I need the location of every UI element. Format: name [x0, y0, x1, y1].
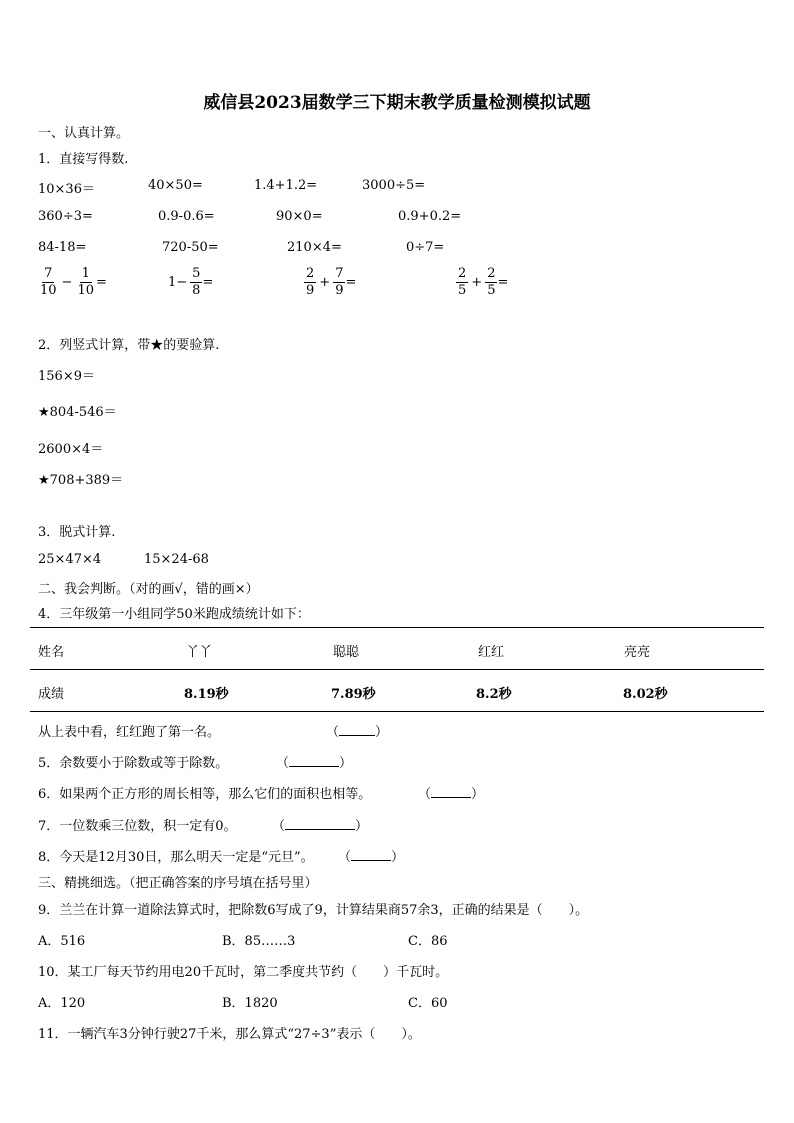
option-b[interactable]: B．1820 [222, 996, 278, 1011]
answer-blank[interactable]: （ ） [326, 725, 389, 740]
table-header-cell: 聪聪 [333, 645, 360, 660]
question-4-statement [38, 721, 220, 740]
vertical-calc-item: 2600×4＝ [38, 442, 104, 457]
numerator: 2 [458, 266, 467, 281]
question-2: 2．列竖式计算，带★的要验算. [38, 338, 220, 353]
equals: = [202, 275, 214, 290]
calc-item: 0÷7= [406, 240, 445, 255]
table-row-label: 成绩 [38, 687, 65, 702]
answer-blank[interactable]: （ ） [338, 850, 405, 865]
step-calc-item: 15×24-68 [144, 552, 209, 567]
numerator: 7 [335, 266, 344, 281]
answer-blank[interactable]: （ ） [276, 756, 353, 771]
denominator: 9 [306, 283, 315, 298]
calc-item: 0.9-0.6= [158, 209, 215, 224]
denominator: 10 [77, 283, 94, 298]
calc-item: 40×50= [148, 178, 203, 193]
equals: = [96, 275, 107, 290]
numerator: 7 [44, 266, 53, 281]
calc-item: 360÷3= [38, 209, 93, 224]
question-1: 1．直接写得数. [38, 152, 129, 167]
table-header-cell: 红红 [478, 645, 505, 660]
calc-item: 84-18= [38, 240, 87, 255]
vertical-calc-item: ★708+389＝ [38, 473, 124, 488]
vertical-calc-item: 156×9＝ [38, 369, 95, 384]
prefix: 1− [168, 275, 188, 290]
numerator: 1 [81, 266, 90, 281]
denominator: 5 [458, 283, 467, 298]
fraction-item [456, 266, 508, 299]
section-3-heading: 三、精挑细选。（把正确答案的序号填在括号里） [38, 876, 318, 891]
option-c[interactable]: C．60 [408, 996, 448, 1011]
question-6: 6．如果两个正方形的周长相等，那么它们的面积也相等。 [38, 787, 372, 802]
calc-item: 3000÷5= [362, 178, 426, 193]
question-3: 3．脱式计算. [38, 525, 116, 540]
table-cell: 8.2秒 [476, 687, 512, 702]
calc-item: 210×4= [287, 240, 342, 255]
table-bottom-rule [30, 711, 764, 712]
operator: + [319, 275, 331, 290]
question-7: 7．一位数乘三位数，积一定有0。 [38, 819, 237, 834]
numerator: 2 [487, 266, 496, 281]
table-top-rule [30, 627, 764, 628]
table-header-cell: 亮亮 [624, 645, 651, 660]
table-header-name: 姓名 [38, 645, 65, 660]
question-4: 4．三年级第一小组同学50米跑成绩统计如下： [38, 607, 310, 622]
table-cell: 7.89秒 [331, 687, 376, 702]
question-9: 9．兰兰在计算一道除法算式时，把除数6写成了9，计算结果商57余3，正确的结果是（ ）。 [38, 903, 589, 918]
question-8: 8．今天是12月30日，那么明天一定是“元旦”。 [38, 850, 314, 865]
section-2-heading: 二、我会判断。（对的画√，错的画×） [38, 582, 259, 597]
calc-item: 1.4+1.2= [254, 178, 318, 193]
step-calc-item: 25×47×4 [38, 552, 102, 567]
table-mid-rule [30, 669, 764, 670]
option-c[interactable]: C．86 [408, 934, 448, 949]
denominator: 10 [40, 283, 57, 298]
answer-blank[interactable]: （ ） [272, 819, 369, 834]
answer-blank[interactable]: （ ） [418, 787, 485, 802]
table-cell: 8.19秒 [184, 687, 229, 702]
question-11: 11．一辆汽车3分钟行驶27千米，那么算式“27÷3”表示（ ）。 [38, 1027, 421, 1042]
denominator: 9 [335, 283, 344, 298]
numerator: 2 [306, 266, 315, 281]
fraction-item [168, 266, 213, 299]
page-title: 威信县2023届数学三下期末教学质量检测模拟试题 [203, 93, 591, 113]
section-1-heading: 一、认真计算。 [38, 126, 130, 141]
calc-item: 10×36＝ [38, 182, 95, 197]
calc-item: 90×0= [276, 209, 323, 224]
fraction-item [304, 266, 356, 299]
statement-text: 从上表中看，红红跑了第一名。 [38, 725, 221, 740]
table-header-cell: 丫丫 [186, 645, 213, 660]
option-a[interactable]: A．120 [38, 996, 86, 1011]
operator: + [471, 275, 483, 290]
question-10: 10．某工厂每天节约用电20千瓦时，第二季度共节约（ ）千瓦时。 [38, 965, 449, 980]
calc-item: 0.9+0.2= [398, 209, 462, 224]
option-b[interactable]: B．85……3 [222, 934, 296, 949]
equals: = [497, 275, 509, 290]
denominator: 8 [192, 283, 201, 298]
vertical-calc-item: ★804-546＝ [38, 405, 117, 420]
fraction-item [38, 266, 107, 299]
operator: − [61, 275, 73, 290]
equals: = [345, 275, 357, 290]
calc-item: 720-50= [162, 240, 219, 255]
denominator: 5 [487, 283, 496, 298]
table-cell: 8.02秒 [623, 687, 668, 702]
numerator: 5 [192, 266, 201, 281]
question-5: 5．余数要小于除数或等于除数。 [38, 756, 229, 771]
option-a[interactable]: A．516 [38, 934, 86, 949]
